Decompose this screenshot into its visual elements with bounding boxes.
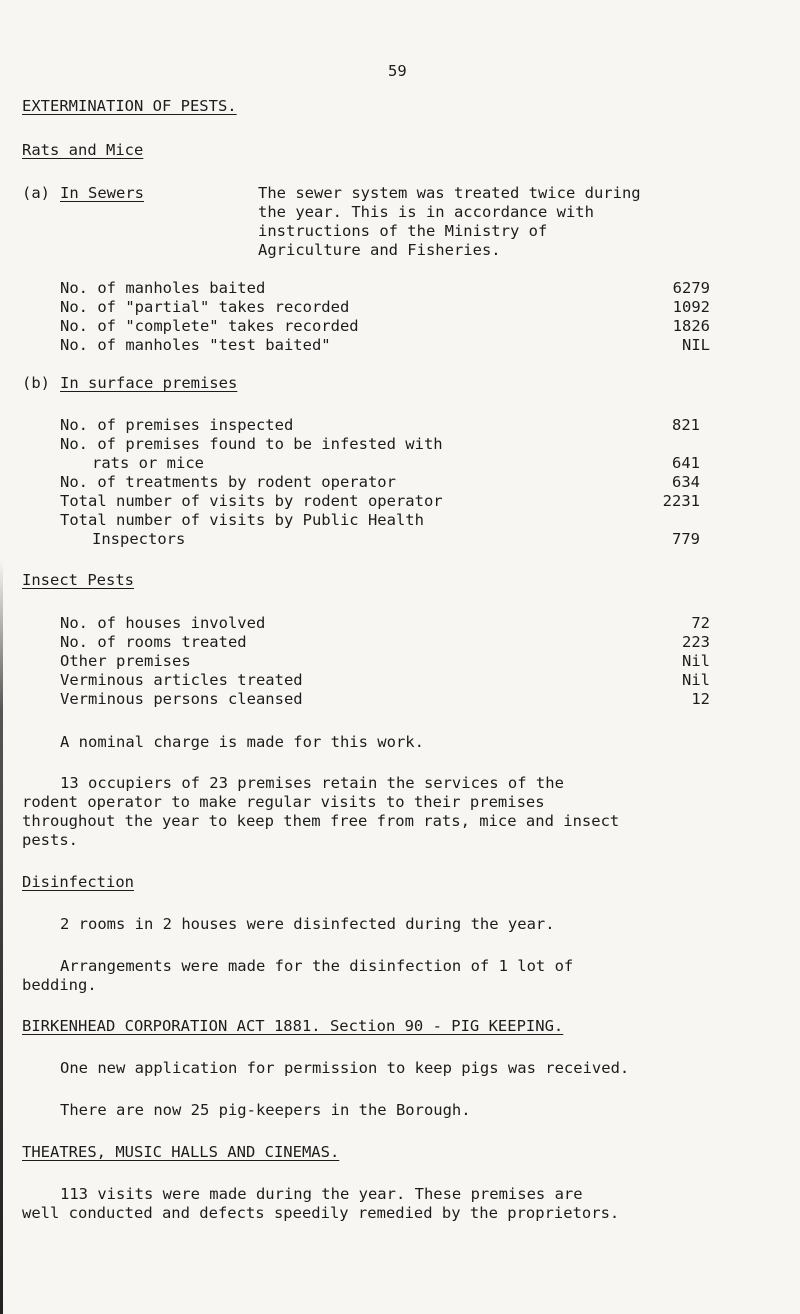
insect-row-label: Verminous articles treated	[60, 671, 303, 689]
surface-row-label: No. of premises inspected	[60, 416, 294, 434]
surface-heading: In surface premises	[60, 374, 238, 392]
sewers-heading: In Sewers	[60, 184, 144, 202]
charge-note: A nominal charge is made for this work.	[60, 733, 424, 751]
insect-row-label: Verminous persons cleansed	[60, 690, 303, 708]
sewers-row-label: No. of manholes baited	[60, 279, 266, 297]
surface-label: (b)	[22, 374, 50, 392]
occupiers-line: throughout the year to keep them free from rats, mice and insect	[22, 812, 620, 830]
sewers-row-value: 1092	[672, 298, 710, 316]
page-title: EXTERMINATION OF PESTS.	[22, 97, 237, 115]
sewers-text-line: the year. This is in accordance with	[258, 203, 594, 221]
surface-row-label: No. of treatments by rodent operator	[60, 473, 396, 491]
disinfection-line: bedding.	[22, 976, 97, 994]
surface-row-label-cont: rats or mice	[92, 454, 204, 472]
theatres-line: 113 visits were made during the year. These premises are	[60, 1185, 583, 1203]
insect-row-value: 223	[682, 633, 710, 651]
disinfection-line: 2 rooms in 2 houses were disinfected during the year.	[60, 915, 555, 933]
rats-heading: Rats and Mice	[22, 141, 144, 159]
page-edge-shadow	[0, 560, 3, 1314]
surface-row-label: Total number of visits by Public Health	[60, 511, 424, 529]
insect-row-value: Nil	[682, 652, 710, 670]
surface-row-label: Total number of visits by rodent operator	[60, 492, 443, 510]
insect-heading: Insect Pests	[22, 571, 134, 589]
disinfection-line: Arrangements were made for the disinfection of 1 lot of	[60, 957, 574, 975]
disinfection-heading: Disinfection	[22, 873, 134, 891]
surface-row-value: 634	[672, 473, 700, 491]
insect-row-label: Other premises	[60, 652, 191, 670]
sewers-row-value: NIL	[682, 336, 710, 354]
sewers-label: (a)	[22, 184, 50, 202]
sewers-row-label: No. of "partial" takes recorded	[60, 298, 350, 316]
insect-row-value: 12	[691, 690, 710, 708]
page-number: 59	[388, 62, 407, 80]
sewers-text-line: instructions of the Ministry of	[258, 222, 548, 240]
surface-row-value: 821	[672, 416, 700, 434]
pig-line: One new application for permission to keep pigs was received.	[60, 1059, 630, 1077]
theatres-heading: THEATRES, MUSIC HALLS AND CINEMAS.	[22, 1143, 340, 1161]
occupiers-line: pests.	[22, 831, 78, 849]
insect-row-label: No. of houses involved	[60, 614, 266, 632]
surface-row-value: 641	[672, 454, 700, 472]
sewers-row-value: 6279	[672, 279, 710, 297]
sewers-row-value: 1826	[672, 317, 710, 335]
occupiers-line: 13 occupiers of 23 premises retain the services of the	[60, 774, 564, 792]
insect-row-value: Nil	[682, 671, 710, 689]
insect-row-value: 72	[691, 614, 710, 632]
sewers-row-label: No. of manholes "test baited"	[60, 336, 331, 354]
surface-row-label: No. of premises found to be infested with	[60, 435, 443, 453]
surface-row-value: 2231	[662, 492, 700, 510]
sewers-row-label: No. of "complete" takes recorded	[60, 317, 359, 335]
theatres-line: well conducted and defects speedily remedied by the proprietors.	[22, 1204, 620, 1222]
sewers-text-line: Agriculture and Fisheries.	[258, 241, 501, 259]
occupiers-line: rodent operator to make regular visits to their premises	[22, 793, 545, 811]
insect-row-label: No. of rooms treated	[60, 633, 247, 651]
sewers-text-line: The sewer system was treated twice during	[258, 184, 641, 202]
pig-heading: BIRKENHEAD CORPORATION ACT 1881. Section 90 - PIG KEEPING.	[22, 1017, 564, 1035]
surface-row-value: 779	[672, 530, 700, 548]
surface-row-label-cont: Inspectors	[92, 530, 186, 548]
pig-line: There are now 25 pig-keepers in the Borough.	[60, 1101, 471, 1119]
